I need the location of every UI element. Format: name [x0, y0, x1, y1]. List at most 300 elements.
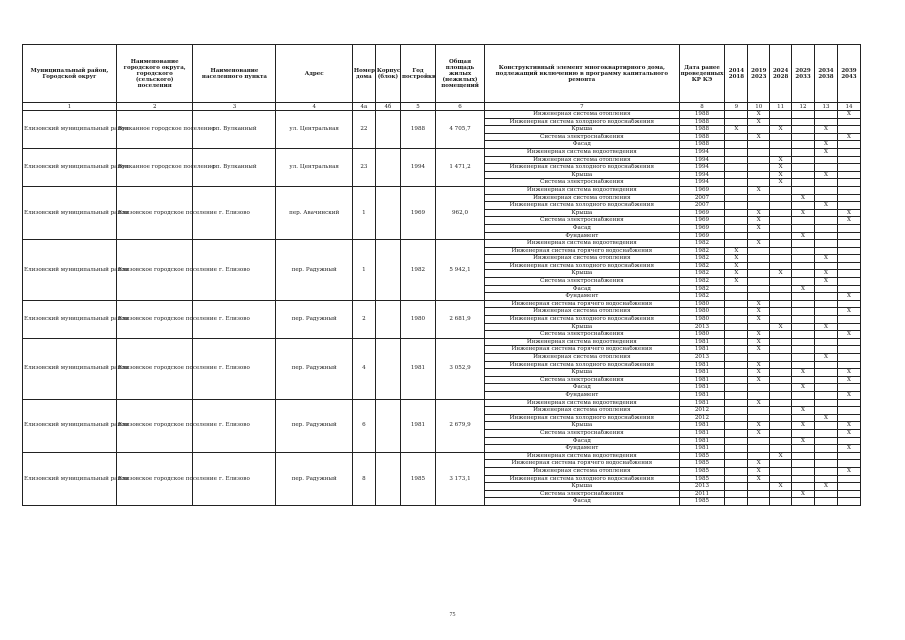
build-year-cell: 1980 [400, 300, 435, 338]
period-mark-cell [792, 338, 815, 346]
column-number: 5 [400, 103, 435, 111]
period-mark-cell [770, 141, 792, 149]
locality-cell: г. Елизово [193, 338, 276, 399]
prior-repair-date-cell: 1988 [679, 111, 725, 119]
period-mark-cell [815, 391, 838, 399]
period-mark-cell [792, 164, 815, 172]
period-mark-cell: X [837, 467, 860, 475]
period-mark-cell [770, 247, 792, 255]
period-mark-cell [770, 232, 792, 240]
period-mark-cell: X [748, 346, 770, 354]
period-mark-cell [725, 171, 748, 179]
period-mark-cell: X [748, 369, 770, 377]
element-cell: Инженерная система холодного водоснабжения [485, 164, 679, 172]
period-mark-cell [748, 452, 770, 460]
period-mark-cell [837, 247, 860, 255]
period-mark-cell [748, 278, 770, 286]
period-mark-cell: X [837, 369, 860, 377]
element-cell: Фасад [485, 224, 679, 232]
period-mark-cell [792, 300, 815, 308]
period-mark-cell [815, 338, 838, 346]
column-number: 2 [116, 103, 192, 111]
build-year-cell: 1985 [400, 452, 435, 505]
period-mark-cell: X [748, 361, 770, 369]
period-mark-cell: X [815, 255, 838, 263]
period-mark-cell [792, 354, 815, 362]
column-number: 11 [770, 103, 792, 111]
period-mark-cell [815, 224, 838, 232]
period-mark-cell [792, 331, 815, 339]
period-mark-cell [792, 224, 815, 232]
period-mark-cell: X [748, 331, 770, 339]
period-mark-cell [725, 224, 748, 232]
house-number-cell: 23 [352, 148, 375, 186]
prior-repair-date-cell: 2013 [679, 354, 725, 362]
area-cell: 5 942,1 [435, 240, 484, 301]
period-mark-cell [770, 118, 792, 126]
period-mark-cell [815, 240, 838, 248]
period-mark-cell: X [770, 164, 792, 172]
column-header: Муниципальный район, Городской округ [23, 45, 117, 103]
element-cell: Крыша [485, 369, 679, 377]
period-mark-cell [725, 118, 748, 126]
period-mark-cell [815, 437, 838, 445]
table-row [23, 452, 861, 460]
element-cell: Фундамент [485, 445, 679, 453]
period-mark-cell: X [770, 126, 792, 134]
district-cell: Елизовский муниципальный район [23, 452, 117, 505]
element-cell: Инженерная система отопления [485, 156, 679, 164]
period-mark-cell [748, 445, 770, 453]
column-header: Адрес [276, 45, 352, 103]
period-mark-cell [837, 171, 860, 179]
period-mark-cell [770, 316, 792, 324]
period-mark-cell [725, 308, 748, 316]
period-mark-cell [770, 490, 792, 498]
prior-repair-date-cell: 1981 [679, 437, 725, 445]
period-mark-cell [792, 452, 815, 460]
column-header: Год постройки [400, 45, 435, 103]
period-mark-cell [815, 179, 838, 187]
period-mark-cell [770, 369, 792, 377]
period-mark-cell [725, 202, 748, 210]
column-header: Корпус (блок) [375, 45, 400, 103]
prior-repair-date-cell: 1982 [679, 285, 725, 293]
period-mark-cell [748, 490, 770, 498]
prior-repair-date-cell: 1982 [679, 278, 725, 286]
period-mark-cell [792, 414, 815, 422]
period-mark-cell [725, 422, 748, 430]
block-cell [375, 452, 400, 505]
period-mark-cell [837, 361, 860, 369]
period-mark-cell [792, 391, 815, 399]
element-cell: Система электроснабжения [485, 179, 679, 187]
period-mark-cell [792, 316, 815, 324]
element-cell: Инженерная система отопления [485, 407, 679, 415]
element-cell: Система электроснабжения [485, 429, 679, 437]
period-mark-cell [748, 247, 770, 255]
block-cell [375, 111, 400, 149]
house-number-cell: 2 [352, 300, 375, 338]
element-cell: Инженерная система холодного водоснабжения [485, 475, 679, 483]
period-mark-cell: X [837, 217, 860, 225]
element-cell: Инженерная система водоотведения [485, 399, 679, 407]
element-cell: Система электроснабжения [485, 133, 679, 141]
period-mark-cell [815, 262, 838, 270]
element-cell: Инженерная система холодного водоснабжения [485, 118, 679, 126]
prior-repair-date-cell: 1994 [679, 148, 725, 156]
period-mark-cell: X [792, 490, 815, 498]
prior-repair-date-cell: 1980 [679, 316, 725, 324]
period-mark-cell [815, 285, 838, 293]
period-mark-cell [792, 202, 815, 210]
period-mark-cell [815, 232, 838, 240]
period-mark-cell: X [748, 376, 770, 384]
period-mark-cell: X [770, 452, 792, 460]
period-mark-cell [815, 361, 838, 369]
period-mark-cell: X [748, 429, 770, 437]
table-body [23, 111, 861, 506]
settlement-cell: Елизовское городское поселение [116, 240, 192, 301]
column-number: 13 [815, 103, 838, 111]
period-mark-cell: X [725, 270, 748, 278]
element-cell: Инженерная система горячего водоснабжения [485, 247, 679, 255]
period-mark-cell [792, 111, 815, 119]
period-mark-cell [748, 194, 770, 202]
period-mark-cell [725, 376, 748, 384]
element-cell: Фундамент [485, 232, 679, 240]
element-cell: Инженерная система горячего водоснабжения [485, 300, 679, 308]
settlement-cell: Елизовское городское поселение [116, 399, 192, 452]
area-cell: 4 705,7 [435, 111, 484, 149]
district-cell: Елизовский муниципальный район [23, 399, 117, 452]
period-mark-cell [792, 308, 815, 316]
period-mark-cell [792, 270, 815, 278]
column-header: 2024 2028 [770, 45, 792, 103]
prior-repair-date-cell: 1980 [679, 331, 725, 339]
prior-repair-date-cell: 1969 [679, 217, 725, 225]
build-year-cell: 1994 [400, 148, 435, 186]
period-mark-cell: X [748, 422, 770, 430]
prior-repair-date-cell: 1981 [679, 369, 725, 377]
prior-repair-date-cell: 1982 [679, 262, 725, 270]
prior-repair-date-cell: 1982 [679, 270, 725, 278]
period-mark-cell [770, 437, 792, 445]
house-number-cell: 22 [352, 111, 375, 149]
prior-repair-date-cell: 1969 [679, 232, 725, 240]
period-mark-cell [770, 429, 792, 437]
period-mark-cell [837, 232, 860, 240]
block-cell [375, 300, 400, 338]
period-mark-cell [770, 240, 792, 248]
prior-repair-date-cell: 1981 [679, 361, 725, 369]
prior-repair-date-cell: 2012 [679, 414, 725, 422]
period-mark-cell [837, 316, 860, 324]
column-number: 4б [375, 103, 400, 111]
period-mark-cell [837, 460, 860, 468]
period-mark-cell [725, 323, 748, 331]
period-mark-cell: X [815, 483, 838, 491]
prior-repair-date-cell: 1985 [679, 498, 725, 506]
element-cell: Инженерная система холодного водоснабжения [485, 361, 679, 369]
period-mark-cell [837, 483, 860, 491]
period-mark-cell [792, 278, 815, 286]
period-mark-cell [725, 232, 748, 240]
element-cell: Инженерная система холодного водоснабжения [485, 262, 679, 270]
period-mark-cell [725, 111, 748, 119]
period-mark-cell [725, 316, 748, 324]
period-mark-cell [748, 255, 770, 263]
house-number-cell: 4 [352, 338, 375, 399]
period-mark-cell [748, 293, 770, 301]
element-cell: Крыша [485, 126, 679, 134]
element-cell: Фундамент [485, 293, 679, 301]
period-mark-cell [837, 414, 860, 422]
element-cell: Инженерная система отопления [485, 111, 679, 119]
period-mark-cell [837, 399, 860, 407]
period-mark-cell [725, 490, 748, 498]
period-mark-cell [770, 414, 792, 422]
period-mark-cell [770, 475, 792, 483]
period-mark-cell [725, 475, 748, 483]
period-mark-cell [770, 293, 792, 301]
prior-repair-date-cell: 1982 [679, 247, 725, 255]
period-mark-cell [837, 323, 860, 331]
period-mark-cell [770, 300, 792, 308]
street-cell: пер. Радужный [276, 452, 352, 505]
locality-cell: г. Елизово [193, 452, 276, 505]
period-mark-cell [837, 346, 860, 354]
prior-repair-date-cell: 1985 [679, 460, 725, 468]
prior-repair-date-cell: 2013 [679, 483, 725, 491]
period-mark-cell: X [837, 391, 860, 399]
prior-repair-date-cell: 1981 [679, 338, 725, 346]
period-mark-cell: X [792, 437, 815, 445]
period-mark-cell [837, 194, 860, 202]
period-mark-cell [815, 164, 838, 172]
period-mark-cell [837, 437, 860, 445]
element-cell: Инженерная система отопления [485, 194, 679, 202]
period-mark-cell [770, 308, 792, 316]
house-number-cell: 1 [352, 186, 375, 239]
area-cell: 962,0 [435, 186, 484, 239]
block-cell [375, 186, 400, 239]
district-cell: Елизовский муниципальный район [23, 300, 117, 338]
period-mark-cell [770, 224, 792, 232]
period-mark-cell [815, 369, 838, 377]
element-cell: Инженерная система отопления [485, 308, 679, 316]
street-cell: пер. Радужный [276, 300, 352, 338]
period-mark-cell [837, 118, 860, 126]
period-mark-cell [725, 445, 748, 453]
locality-cell: г. Елизово [193, 186, 276, 239]
period-mark-cell [748, 384, 770, 392]
period-mark-cell [837, 202, 860, 210]
element-cell: Крыша [485, 171, 679, 179]
period-mark-cell [815, 429, 838, 437]
prior-repair-date-cell: 1988 [679, 133, 725, 141]
period-mark-cell [815, 217, 838, 225]
period-mark-cell: X [748, 118, 770, 126]
period-mark-cell: X [748, 308, 770, 316]
period-mark-cell [837, 224, 860, 232]
period-mark-cell: X [815, 323, 838, 331]
area-cell: 3 052,9 [435, 338, 484, 399]
period-mark-cell [770, 445, 792, 453]
period-mark-cell [748, 126, 770, 134]
period-mark-cell [837, 262, 860, 270]
period-mark-cell: X [837, 376, 860, 384]
period-mark-cell [837, 186, 860, 194]
period-mark-cell [792, 141, 815, 149]
house-number-cell: 6 [352, 399, 375, 452]
prior-repair-date-cell: 1988 [679, 141, 725, 149]
column-number-row [23, 103, 861, 111]
block-cell [375, 338, 400, 399]
element-cell: Инженерная система горячего водоснабжения [485, 460, 679, 468]
period-mark-cell [725, 240, 748, 248]
district-cell: Елизовский муниципальный район [23, 186, 117, 239]
period-mark-cell [837, 285, 860, 293]
element-cell: Инженерная система водоотведения [485, 338, 679, 346]
period-mark-cell [725, 399, 748, 407]
element-cell: Крыша [485, 270, 679, 278]
prior-repair-date-cell: 2012 [679, 407, 725, 415]
element-cell: Фасад [485, 498, 679, 506]
period-mark-cell [725, 148, 748, 156]
period-mark-cell [815, 490, 838, 498]
period-mark-cell [815, 300, 838, 308]
build-year-cell: 1988 [400, 111, 435, 149]
column-header: Номер дома [352, 45, 375, 103]
table-header [23, 45, 861, 111]
period-mark-cell [792, 118, 815, 126]
prior-repair-date-cell: 1982 [679, 240, 725, 248]
period-mark-cell [725, 331, 748, 339]
period-mark-cell [725, 217, 748, 225]
period-mark-cell [770, 467, 792, 475]
period-mark-cell [770, 376, 792, 384]
prior-repair-date-cell: 1980 [679, 300, 725, 308]
period-mark-cell: X [815, 270, 838, 278]
period-mark-cell [770, 111, 792, 119]
period-mark-cell [770, 384, 792, 392]
period-mark-cell [725, 414, 748, 422]
element-cell: Инженерная система холодного водоснабжения [485, 316, 679, 324]
period-mark-cell: X [770, 179, 792, 187]
period-mark-cell [837, 278, 860, 286]
element-cell: Система электроснабжения [485, 376, 679, 384]
period-mark-cell [770, 331, 792, 339]
prior-repair-date-cell: 1981 [679, 422, 725, 430]
district-cell: Елизовский муниципальный район [23, 240, 117, 301]
period-mark-cell [815, 460, 838, 468]
period-mark-cell [725, 300, 748, 308]
column-header: Конструктивный элемент многоквартирного дома, подлежащий включению в программу капитального ремонта [485, 45, 679, 103]
street-cell: пер. Радужный [276, 240, 352, 301]
period-mark-cell [815, 111, 838, 119]
period-mark-cell [815, 498, 838, 506]
period-mark-cell: X [725, 255, 748, 263]
period-mark-cell [770, 354, 792, 362]
settlement-cell: Елизовское городское поселение [116, 186, 192, 239]
period-mark-cell [792, 498, 815, 506]
period-mark-cell: X [792, 369, 815, 377]
district-cell: Елизовский муниципальный район [23, 148, 117, 186]
prior-repair-date-cell: 1994 [679, 164, 725, 172]
period-mark-cell [748, 270, 770, 278]
column-number: 1 [23, 103, 117, 111]
period-mark-cell: X [748, 460, 770, 468]
period-mark-cell [815, 452, 838, 460]
period-mark-cell [725, 346, 748, 354]
column-number: 8 [679, 103, 725, 111]
period-mark-cell [837, 452, 860, 460]
prior-repair-date-cell: 1981 [679, 376, 725, 384]
period-mark-cell [770, 202, 792, 210]
settlement-cell: Елизовское городское поселение [116, 452, 192, 505]
period-mark-cell [748, 391, 770, 399]
period-mark-cell: X [815, 126, 838, 134]
period-mark-cell [792, 247, 815, 255]
period-mark-cell [837, 179, 860, 187]
period-mark-cell: X [815, 202, 838, 210]
period-mark-cell [748, 354, 770, 362]
column-number: 4 [276, 103, 352, 111]
settlement-cell: Вулканное городское поселение [116, 148, 192, 186]
period-mark-cell: X [792, 384, 815, 392]
column-number: 10 [748, 103, 770, 111]
period-mark-cell [725, 194, 748, 202]
period-mark-cell [837, 141, 860, 149]
street-cell: пер. Радужный [276, 338, 352, 399]
table-row [23, 300, 861, 308]
period-mark-cell [770, 209, 792, 217]
element-cell: Фасад [485, 437, 679, 445]
header-row [23, 45, 861, 103]
period-mark-cell [792, 483, 815, 491]
period-mark-cell [815, 156, 838, 164]
period-mark-cell [748, 483, 770, 491]
period-mark-cell [837, 384, 860, 392]
element-cell: Система электроснабжения [485, 278, 679, 286]
period-mark-cell [815, 186, 838, 194]
prior-repair-date-cell: 1981 [679, 391, 725, 399]
period-mark-cell [792, 346, 815, 354]
period-mark-cell: X [792, 232, 815, 240]
period-mark-cell: X [770, 156, 792, 164]
district-cell: Елизовский муниципальный район [23, 338, 117, 399]
prior-repair-date-cell: 1981 [679, 399, 725, 407]
street-cell: ул. Центральная [276, 111, 352, 149]
period-mark-cell [725, 429, 748, 437]
period-mark-cell [725, 156, 748, 164]
column-number: 3 [193, 103, 276, 111]
period-mark-cell [815, 399, 838, 407]
period-mark-cell [770, 133, 792, 141]
element-cell: Фасад [485, 384, 679, 392]
period-mark-cell [748, 171, 770, 179]
house-number-cell: 8 [352, 452, 375, 505]
period-mark-cell [792, 361, 815, 369]
street-cell: ул. Центральная [276, 148, 352, 186]
period-mark-cell [770, 278, 792, 286]
period-mark-cell: X [748, 209, 770, 217]
prior-repair-date-cell: 1985 [679, 467, 725, 475]
period-mark-cell: X [770, 171, 792, 179]
element-cell: Крыша [485, 323, 679, 331]
prior-repair-date-cell: 1994 [679, 171, 725, 179]
